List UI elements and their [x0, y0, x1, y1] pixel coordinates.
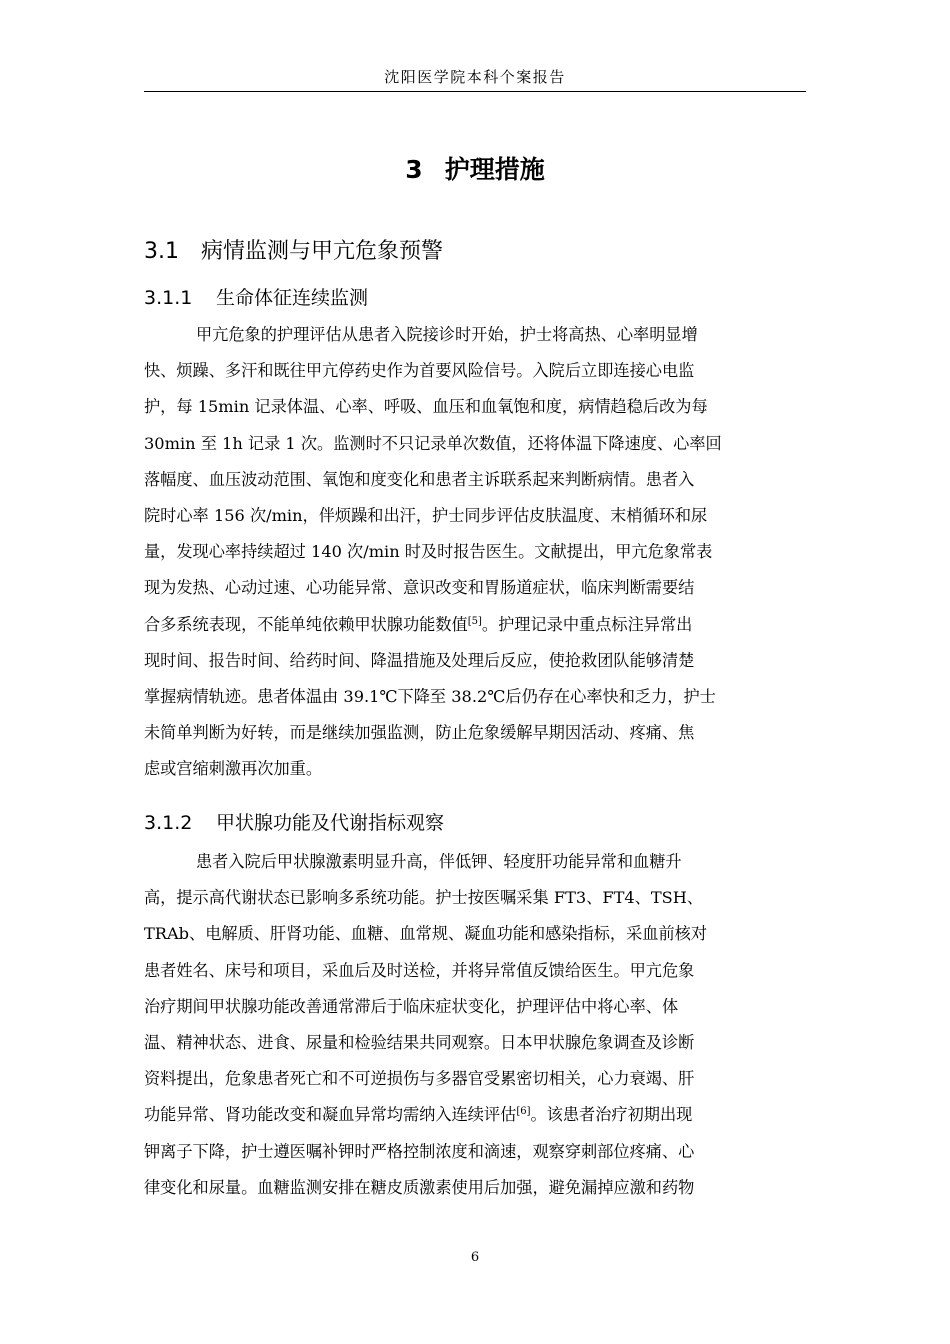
text-line: 治疗期间甲状腺功能改善通常滞后于临床症状变化，护理评估中将心率、体	[144, 996, 679, 1016]
text-line: 现为发热、心动过速、心功能异常、意识改变和胃肠道症状，临床判断需要结	[144, 578, 695, 598]
header-rule	[144, 91, 806, 92]
text-line: TRAb、电解质、肝肾功能、血糖、血常规、凝血功能和感染指标，采血前核对	[144, 924, 708, 944]
text-line: 温、精神状态、进食、尿量和检验结果共同观察。日本甲状腺危象调查及诊断	[144, 1032, 695, 1052]
text-line	[144, 1097, 806, 1133]
text-line: 甲亢危象的护理评估从患者入院接诊时开始，护士将高热、心率明显增	[196, 325, 698, 344]
chapter-title	[0, 150, 950, 186]
text-line: 掌握病情轨迹。患者体温由 39.1℃下降至 38.2℃后仍存在心率快和乏力，护士	[144, 686, 716, 706]
citation-marker: [5]	[467, 615, 482, 627]
section-number: 3.1.1	[144, 287, 193, 309]
text-line: 护，每 15min 记录体温、心率、呼吸、血压和血氧饱和度，病情趋稳后改为每	[144, 397, 708, 417]
text-line: 快、烦躁、多汗和既往甲亢停药史作为首要风险信号。入院后立即连接心电监	[144, 361, 695, 381]
text-line	[144, 607, 806, 643]
running-header: 沈阳医学院本科个案报告	[384, 68, 566, 86]
section-number: 3.1.2	[144, 812, 193, 834]
text-line: 资料提出，危象患者死亡和不可逆损伤与多器官受累密切相关，心力衰竭、肝	[144, 1069, 695, 1089]
section-heading-3-1-1	[144, 283, 368, 310]
section-number: 3.1	[144, 239, 179, 264]
text-line: 律变化和尿量。血糖监测安排在糖皮质激素使用后加强，避免漏掉应激和药物	[144, 1177, 695, 1197]
text-line: 量，发现心率持续超过 140 次/min 时及时报告医生。文献提出，甲亢危象常表	[144, 542, 713, 562]
section-heading-3-1-2	[144, 808, 444, 835]
text-line: 患者入院后甲状腺激素明显升高，伴低钾、轻度肝功能异常和血糖升	[196, 852, 682, 871]
section-title: 生命体征连续监测	[216, 287, 369, 309]
text-line: 落幅度、血压波动范围、氧饱和度变化和患者主诉联系起来判断病情。患者入	[144, 469, 695, 489]
chapter-number: 3	[405, 155, 423, 184]
section-heading-3-1	[144, 234, 443, 265]
text-line: 现时间、报告时间、给药时间、降温措施及处理后反应，使抢救团队能够清楚	[144, 650, 695, 670]
chapter-title-text: 护理措施	[444, 155, 545, 184]
text-line: 高，提示高代谢状态已影响多系统功能。护士按医嘱采集 FT3、FT4、TSH、	[144, 888, 704, 908]
paragraph-thyroid-metabolic-observation	[144, 844, 806, 1206]
text-line: 未简单判断为好转，而是继续加强监测，防止危象缓解早期因活动、疼痛、焦	[144, 723, 695, 743]
text-segment: 。该患者治疗初期出现	[530, 1105, 693, 1125]
text-line: 患者姓名、床号和项目，采血后及时送检，并将异常值反馈给医生。甲亢危象	[144, 960, 695, 980]
text-line: 虑或宫缩刺激再次加重。	[144, 759, 323, 779]
text-segment: 功能异常、肾功能改变和凝血异常均需纳入连续评估	[144, 1105, 517, 1125]
paragraph-vital-signs-monitoring	[144, 317, 806, 787]
text-line: 钾离子下降，护士遵医嘱补钾时严格控制浓度和滴速，观察穿刺部位疼痛、心	[144, 1141, 695, 1161]
section-title: 甲状腺功能及代谢指标观察	[216, 812, 445, 834]
text-line: 30min 至 1h 记录 1 次。监测时不只记录单次数值，还将体温下降速度、心率回	[144, 433, 722, 453]
text-segment: 。护理记录中重点标注异常出	[481, 614, 693, 634]
section-title: 病情监测与甲亢危象预警	[201, 239, 444, 264]
citation-marker: [6]	[516, 1106, 531, 1118]
text-line: 院时心率 156 次/min，伴烦躁和出汗，护士同步评估皮肤温度、末梢循环和尿	[144, 505, 708, 525]
text-segment: 合多系统表现，不能单纯依赖甲状腺功能数值	[144, 614, 468, 634]
page-number: 6	[470, 1250, 480, 1265]
